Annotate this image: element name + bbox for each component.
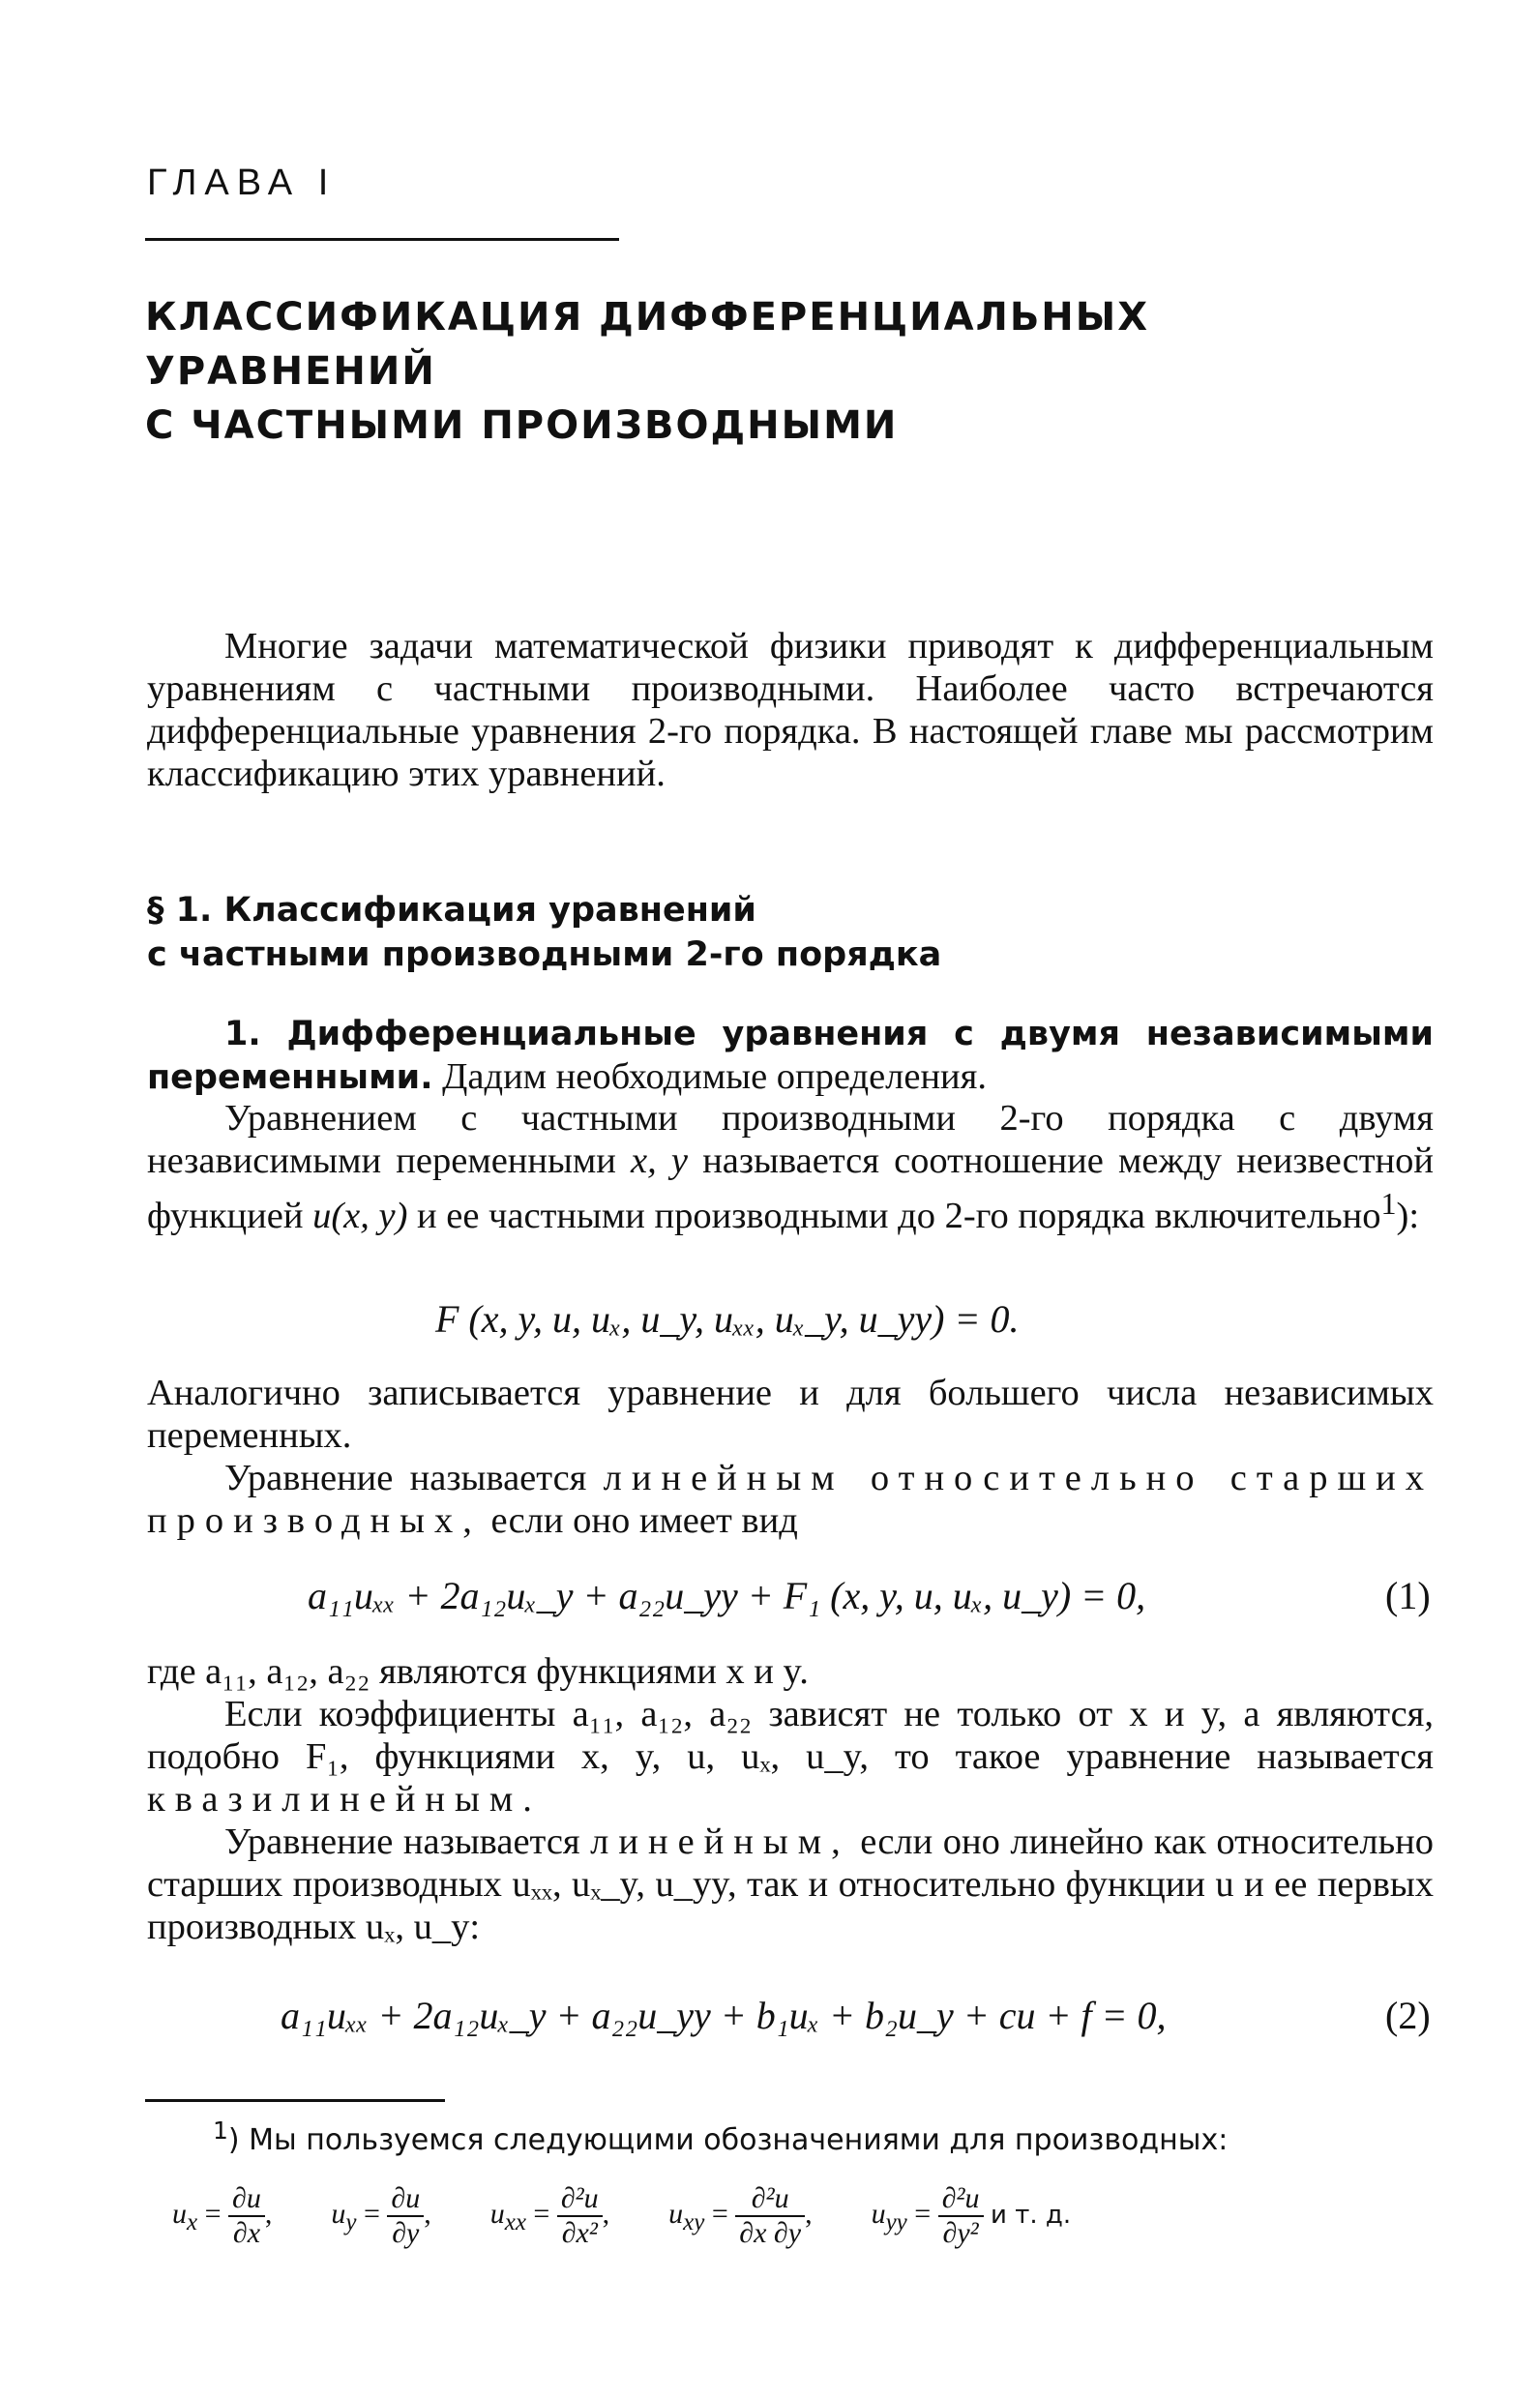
equation-2: a₁₁uₓₓ + 2a₁₂uₓ_y + a₂₂u_yy + b₁uₓ + b₂u_y + cu + f = 0, <box>281 1994 1167 2037</box>
section-title <box>147 888 941 977</box>
subsection-title: 1. Дифференциальные уравнения с двумя независимыми переменными. <box>147 1015 1434 1097</box>
equation-2-number: (2) <box>1385 1994 1431 2037</box>
chapter-title-line2: С ЧАСТНЫМИ ПРОИЗВОДНЫМИ <box>145 403 899 448</box>
footnote-derivatives: $u_x$ = $\frac{\partial u}{\partial x}$ , $u_y$ = $\frac{\partial u}{\partial y}$ , $u_{xx}$ = $\frac{\text{∂²u}}{\text{∂x²}}$ , $u_{xy}$ = $\frac{\text{∂²u}}{\partial x \partial y}$ , $u_{yy}$ = $\frac{\text{∂²u}}{\text{∂y²}}$ и т. д. <box>172 2182 1072 2249</box>
footnote-ref[interactable]: 1 <box>1380 1186 1397 1221</box>
intro-text: Многие задачи математической физики приводят к дифференциальным уравнениям с частными производными. Наиболее часто встречаются дифференциальные уравнения 2-го порядка. В настоящей главе мы рассмотрим классификацию этих уравнений. <box>147 626 1434 794</box>
chapter-title <box>145 290 1432 453</box>
section-title-line1: § 1. Классификация уравнений <box>147 891 756 930</box>
analog-paragraph: Аналогично записывается уравнение и для большего числа независимых переменных. <box>147 1373 1434 1456</box>
definition-text-4: ): <box>1396 1195 1420 1236</box>
chapter-title-line1: КЛАССИФИКАЦИЯ ДИФФЕРЕНЦИАЛЬНЫХ УРАВНЕНИЙ <box>145 295 1150 394</box>
chapter-label: ГЛАВА I <box>147 163 337 203</box>
quasilinear-term: квазилинейным. <box>147 1779 542 1820</box>
linear-senior-paragraph <box>147 1457 1434 1542</box>
linear-senior-text-1: Уравнение называется <box>224 1458 587 1498</box>
definition-text-1: Уравнением с частными производными 2-го порядка с двумя независимыми переменными <box>147 1098 1434 1181</box>
linear-text-2: если оно линейно как относительно старших производных uₓₓ, uₓ_y, u_yy, так и относительно функции u и ее первых производных uₓ, u_y: <box>147 1821 1435 1947</box>
where-paragraph: где a₁₁, a₁₂, a₂₂ являются функциями x и y. <box>147 1651 809 1692</box>
definition-text-3: и ее частными производными до 2-го порядка включительно <box>417 1195 1381 1236</box>
chapter-rule <box>145 238 619 241</box>
equation-1: a₁₁uₓₓ + 2a₁₂uₓ_y + a₂₂u_yy + F₁ (x, y, u, uₓ, u_y) = 0, <box>308 1574 1146 1617</box>
linear-term: линейным, <box>590 1821 850 1862</box>
definition-text-2: называется соотношение между неизвестной функцией <box>147 1140 1435 1236</box>
definition-paragraph <box>147 1097 1434 1237</box>
subsection-paragraph <box>147 1012 1434 1099</box>
section-title-line2: с частными производными 2-го порядка <box>147 935 942 974</box>
subsection-lead: Дадим необходимые определения. <box>442 1056 987 1097</box>
definition-func: u(x, y) <box>312 1195 408 1236</box>
equation-1-number: (1) <box>1385 1574 1431 1617</box>
quasilinear-paragraph <box>147 1693 1434 1821</box>
footnote-mark: 1 <box>213 2117 228 2145</box>
linear-text-1: Уравнение называется <box>224 1821 580 1862</box>
intro-paragraph <box>147 625 1434 795</box>
definition-vars: x, y <box>631 1140 689 1181</box>
linear-senior-term: линейным относительно старших производных, <box>147 1458 1434 1541</box>
footnote-rule <box>145 2099 445 2102</box>
quasilinear-text: Если коэффициенты a₁₁, a₁₂, a₂₂ зависят не только от x и y, а являются, подобно F₁, функциями x, y, u, uₓ, u_y, то такое уравнение называется <box>147 1694 1434 1777</box>
footnote-body: ) Мы пользуемся следующими обозначениями для производных: <box>227 2123 1229 2157</box>
footnote-tail: и т. д. <box>991 2200 1072 2230</box>
equation-general: F (x, y, u, uₓ, u_y, uₓₓ, uₓ_y, u_yy) = 0. <box>435 1297 1020 1341</box>
footnote-text <box>213 2117 1228 2157</box>
linear-paragraph <box>147 1821 1434 1948</box>
linear-senior-text-2: если оно имеет вид <box>490 1500 798 1541</box>
